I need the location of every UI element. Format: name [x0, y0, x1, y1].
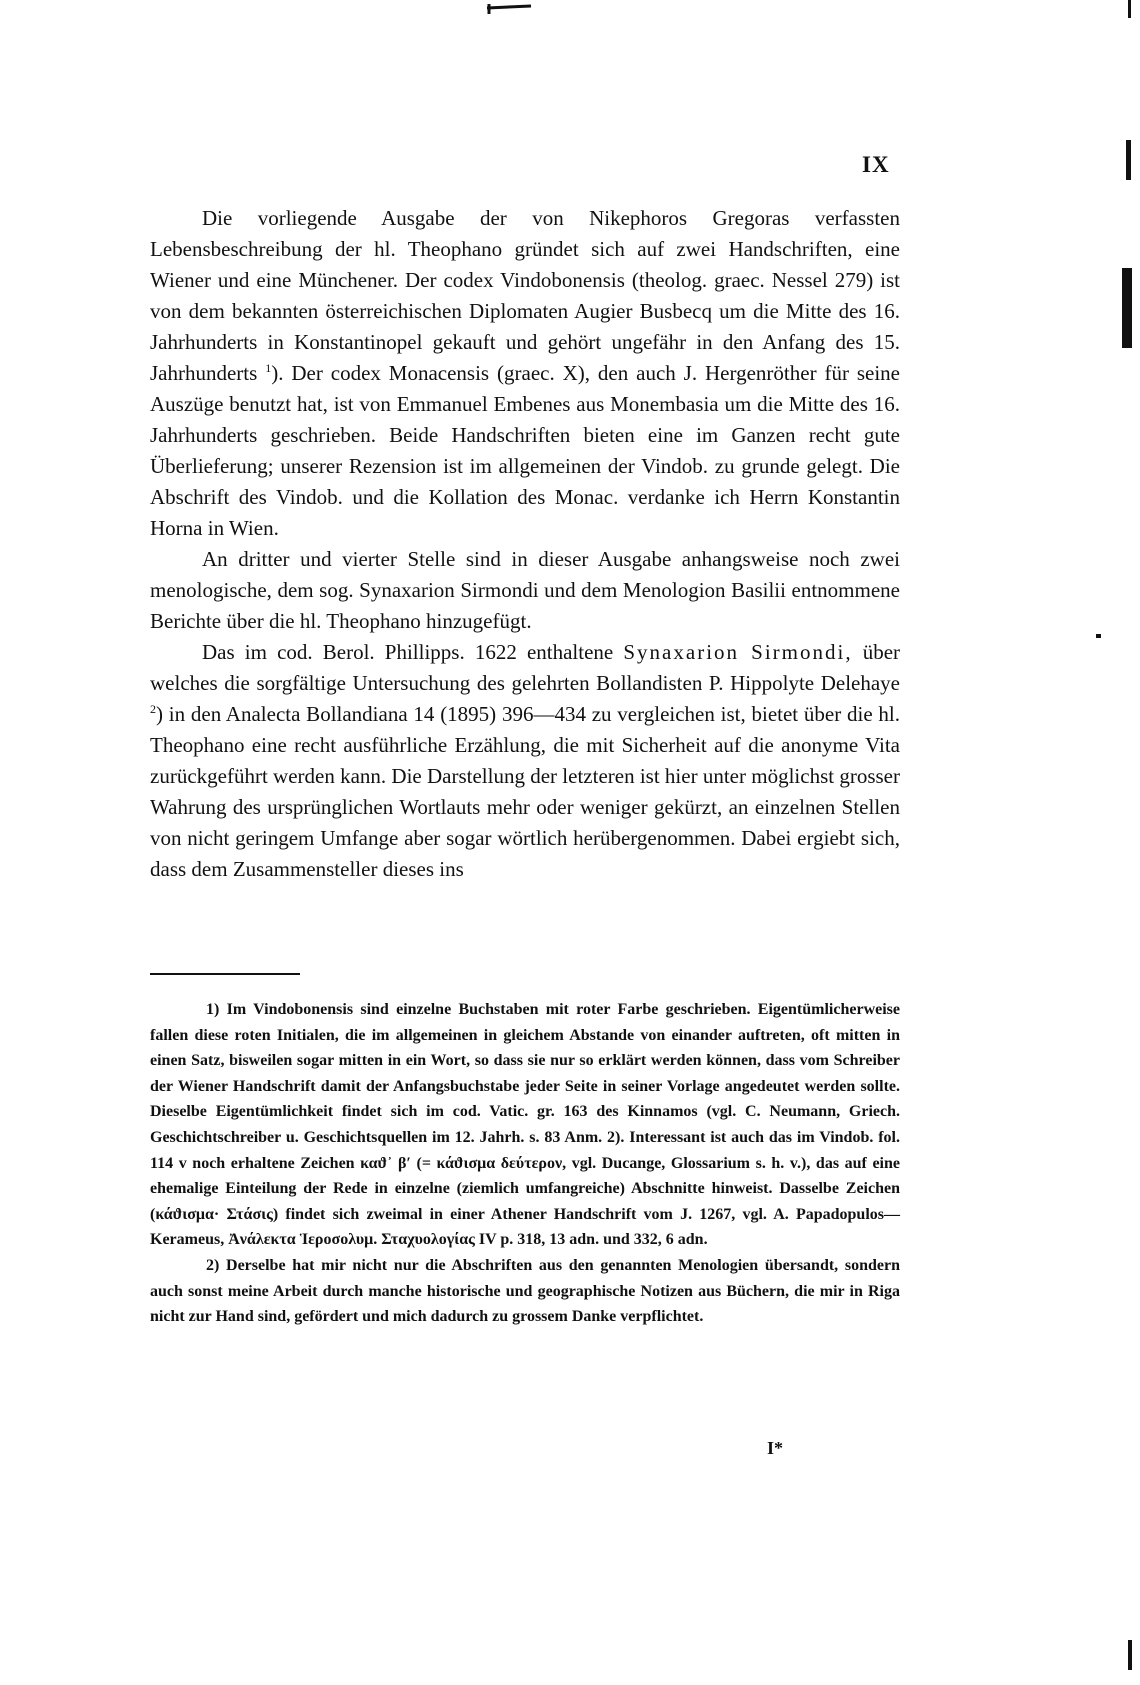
synaxarion-title: Synaxarion Sirmondi, [623, 640, 853, 664]
footnote-2: 2) Derselbe hat mir nicht nur die Abschriften aus den genannten Menologien übersandt, sondern auch sonst meine Arbeit durch manche historische und geographische Notizen aus Büchern, die mir in Riga nicht zur Hand sind, gefördert und mich dadurch zu grossem Danke verpflichtet. [150, 1256, 900, 1326]
paragraph-2: An dritter und vierter Stelle sind in dieser Ausgabe anhangsweise noch zwei menologische, dem sog. Synaxarion Sirmondi und dem Menologion Basilii entnommene Berichte über die hl. Theophano hinzugefügt. [150, 547, 900, 633]
paragraph-3-part-a: Das im cod. Berol. Phillipps. 1622 enthaltene [202, 640, 614, 664]
scan-edge-mark-1 [1126, 140, 1131, 180]
footnote-divider [150, 973, 300, 975]
footnote-1: 1) Im Vindobonensis sind einzelne Buchstaben mit roter Farbe geschrieben. Eigentümlicherweise fallen diese roten Initialen, die im allgemeinen in gleichem Abstande von einander auftreten, oft mitten in einen Satz, bisweilen sogar mitten in ein Wort, so dass sie nur so erklärt werden können, dass vom Schreiber der Wiener Handschrift damit der Anfangsbuchstabe jeder Seite in seiner Vorlage angedeutet werden sollte. Dieselbe Eigentümlichkeit findet sich im cod. Vatic. gr. 163 des Kinnamos (vgl. C. Neumann, Griech. Geschichtschreiber u. Geschichtsquellen im 12. Jahrh. s. 83 Anm. 2). Interessant ist auch das im Vindob. fol. 114 v noch erhaltene Zeichen καϑ᾽ β′ (= κάϑισμα δεύτερον, vgl. Ducange, Glossarium s. h. v.), das auf eine ehemalige Einteilung der Rede in einzelne (ziemlich umfangreiche) Abschnitte hinweist. Dasselbe Zeichen (κάϑισμα· Στάσις) findet sich zweimal in einer Athener Handschrift vom J. 1267, vgl. A. Papadopulos—Kerameus, Ἀνάλεκτα Ἱεροσολυμ. Σταχυολογίας IV p. 318, 13 adn. und 332, 6 adn. [150, 1001, 900, 1249]
paragraph-3-part-c: in den Analecta Bollandiana 14 (1895) 396—434 zu vergleichen ist, bietet über die hl. Theophano eine recht ausführliche Erzählung, die mit Sicherheit auf die anonyme Vita zurückgeführt werden kann. Die Darstellung der letzteren ist hier unter möglichst grosser Wahrung des ursprünglichen Wortlauts mehr oder weniger gekürzt, an einzelnen Stellen von nicht geringem Umfange aber sogar wörtlich herübergenommen. Dabei ergiebt sich, dass dem Zusammensteller dieses ins [150, 702, 900, 881]
paragraph-1: Die vorliegende Ausgabe der von Nikephoros Gregoras verfassten Lebensbeschreibung der hl. Theophano gründet sich auf zwei Handschriften, eine Wiener und eine Münchener. Der codex Vindobonensis (theolog. graec. Nessel 279) ist von dem bekannten österreichischen Diplomaten Augier Busbecq um die Mitte des 16. Jahrhunderts in Konstantinopel gekauft und gehört ungefähr in den Anfang des 15. Jahrhunderts $^1$). Der codex Monacensis (graec. X), den auch J. Hergenröther für seine Auszüge benutzt hat, ist von Emmanuel Embenes aus Monembasia um die Mitte des 16. Jahrhunderts geschrieben. Beide Handschriften bieten eine im Ganzen recht gute Überlieferung; unserer Rezension ist im allgemeinen der Vindob. zu grunde gelegt. Die Abschrift des Vindob. und die Kollation des Monac. verdanke ich Herrn Konstantin Horna in Wien. [150, 206, 901, 540]
paragraph-3: Das im cod. Berol. Phillipps. 1622 enthaltene Synaxarion Sirmondi, über welches die sorgfältige Untersuchung des gelehrten Bollandisten P. Hippolyte Delehaye $^2$) in den Analecta Bollandiana 14 (1895) 396—434 zu vergleichen ist, bietet über die hl. Theophano eine recht ausführliche Erzählung, die mit Sicherheit auf die anonyme Vita zurückgeführt werden kann. Die Darstellung der letzteren ist hier unter möglichst grosser Wahrung des ursprünglichen Wortlauts mehr oder weniger gekürzt, an einzelnen Stellen von nicht geringem Umfange aber sogar wörtlich herübergenommen. Dabei ergiebt sich, dass dem Zusammensteller dieses ins [150, 640, 901, 881]
footnote-marker-1[interactable]: 1 [265, 361, 272, 375]
scan-edge-mark-5 [1128, 0, 1131, 18]
paragraph-1-tail: . Der codex Monacensis (graec. X), den auch J. Hergenröther für seine Auszüge benutzt hat, ist von Emmanuel Embenes aus Monembasia um die Mitte des 16. Jahrhunderts geschrieben. Beide Handschriften bieten eine im Ganzen recht gute Überlieferung; unserer Rezension ist im allgemeinen der Vindob. zu grunde gelegt. Die Abschrift des Vindob. und die Kollation des Monac. verdanke ich Herrn Konstantin Horna in Wien. [150, 361, 901, 540]
print-mark-top [485, 2, 533, 14]
paragraph-3-part-b: über welches die sorgfältige Untersuchung des gelehrten Bollandisten P. Hippolyte Delehaye [150, 640, 901, 695]
paragraph-1-text: Die vorliegende Ausgabe der von Nikephoros Gregoras verfassten Lebensbeschreibung der hl. Theophano gründet sich auf zwei Handschriften, eine Wiener und eine Münchener. Der codex Vindobonensis (theolog. graec. Nessel 279) ist von dem bekannten österreichischen Diplomaten Augier Busbecq um die Mitte des 16. Jahrhunderts in Konstantinopel gekauft und gehört ungefähr in den Anfang des 15. Jahrhunderts [150, 206, 900, 385]
scan-edge-mark-2 [1122, 268, 1132, 348]
scan-edge-mark-3 [1096, 634, 1101, 638]
page-number: IX [862, 152, 890, 177]
main-text [150, 203, 900, 885]
scan-edge-mark-4 [1128, 1640, 1132, 1670]
footnote-marker-2[interactable]: 2 [150, 702, 156, 716]
printer-signature: I* [767, 1438, 784, 1458]
footnotes [150, 997, 900, 1330]
